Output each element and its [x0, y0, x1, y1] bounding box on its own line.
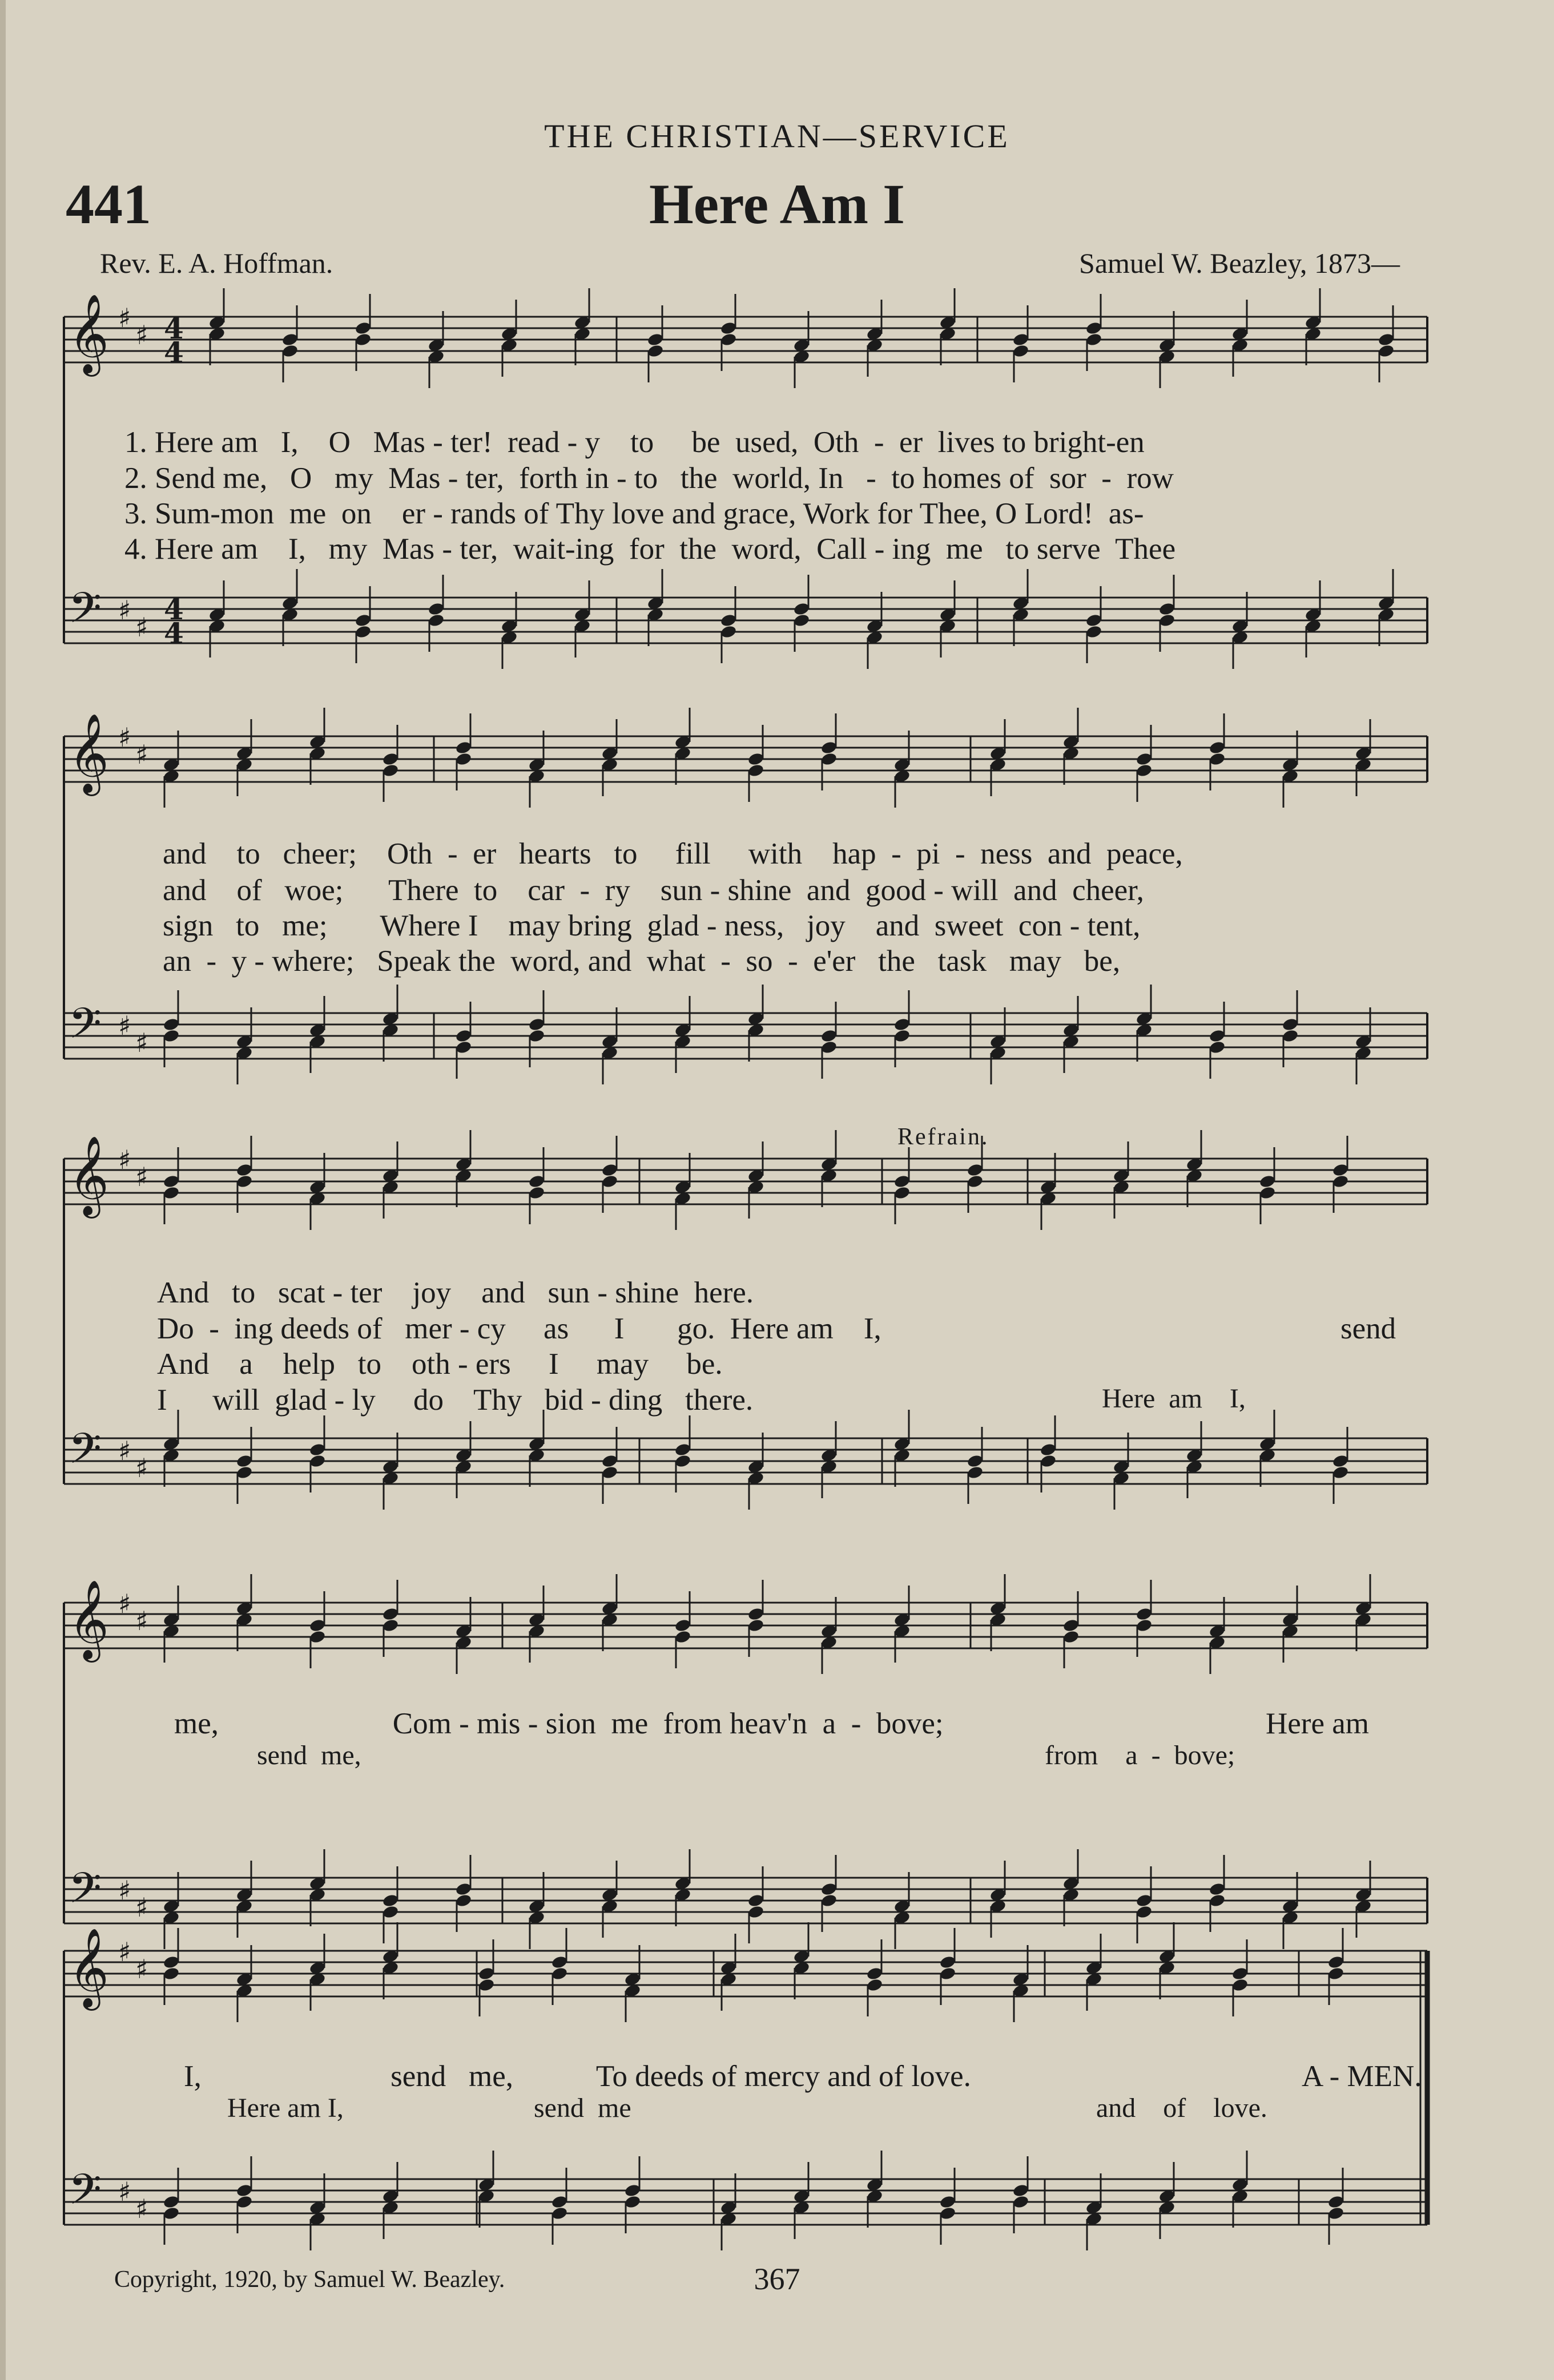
lyric-line-v2-s1: 2. Send me, O my Mas - ter, forth in - to the world, In - to homes of sor - row [124, 462, 1174, 495]
composer-credit: Samuel W. Beazley, 1873— [1079, 247, 1400, 279]
sharp-icon: ♯ [135, 2193, 148, 2224]
lyric-bass-here-am-i: Here am I, [1102, 1383, 1246, 1414]
lyricist-credit: Rev. E. A. Hoffman. [100, 247, 333, 279]
sharp-icon: ♯ [118, 1010, 131, 1041]
lyric-line-v1-s1: 1. Here am I, O Mas - ter! read - y to be used, Oth - er lives to bright-en [124, 426, 1145, 459]
sharp-icon: ♯ [135, 1027, 148, 1058]
lyric-refrain-lower-right-s5: and of love. [1096, 2093, 1267, 2123]
lyric-line-v4-s1: 4. Here am I, my Mas - ter, wait-ing for the word, Call - ing me to serve Thee [124, 533, 1176, 566]
sharp-icon: ♯ [135, 612, 148, 643]
time-signature-bottom: 4 [164, 336, 184, 369]
sharp-icon: ♯ [118, 595, 131, 626]
sharp-icon: ♯ [135, 1606, 148, 1636]
lyric-refrain-upper-s5: I, send me, To deeds of mercy and of love. [184, 2060, 971, 2093]
treble-clef: 𝄞 [69, 1928, 109, 2007]
sharp-icon: ♯ [118, 1937, 131, 1967]
treble-clef: 𝄞 [69, 1580, 109, 1659]
bass-clef: 𝄢 [69, 999, 102, 1059]
hymn-number: 441 [66, 172, 151, 236]
lyric-alto-send: send [1340, 1312, 1396, 1345]
lyric-line-v2-s2: and of woe; There to car - ry sun - shine and good - will and cheer, [163, 874, 1144, 907]
lyric-line-v3-s3: And a help to oth - ers I may be. [157, 1348, 723, 1381]
sharp-icon: ♯ [135, 320, 148, 350]
bass-clef: 𝄢 [69, 1863, 102, 1923]
bass-clef: 𝄢 [69, 583, 102, 643]
treble-clef: 𝄞 [69, 294, 109, 373]
lyric-refrain-lower-mid-s5: send me [534, 2093, 631, 2123]
lyric-line-v1-s3: And to scat - ter joy and sun - shine here. [157, 1276, 754, 1309]
lyric-amen: A - MEN. [1302, 2060, 1422, 2093]
lyric-refrain-upper-s4: me, Com - mis - sion me from heav'n a - bove; [174, 1707, 944, 1740]
sharp-icon: ♯ [135, 739, 148, 770]
sharp-icon: ♯ [118, 1875, 131, 1906]
treble-clef: 𝄞 [69, 1136, 109, 1215]
lyric-line-v4-s2: an - y - where; Speak the word, and what - so - e'er the task may be, [163, 945, 1121, 978]
sharp-icon: ♯ [135, 1954, 148, 1984]
section-header: THE CHRISTIAN—SERVICE [544, 118, 1010, 155]
lyric-refrain-lower-right-s4: from a - bove; [1045, 1740, 1235, 1770]
sharp-icon: ♯ [118, 1588, 131, 1619]
refrain-label: Refrain. [897, 1124, 989, 1150]
sharp-icon: ♯ [118, 2176, 131, 2207]
time-signature-top: 4 [164, 312, 184, 345]
sharp-icon: ♯ [135, 1892, 148, 1923]
hymn-title: Here Am I [649, 172, 905, 236]
lyric-refrain-here-am: Here am [1266, 1707, 1369, 1740]
lyric-refrain-lower-left-s4: send me, [257, 1740, 361, 1770]
lyric-line-v4-s3: I will glad - ly do Thy bid - ding there. [157, 1383, 754, 1417]
bass-clef: 𝄢 [69, 1424, 102, 1484]
sharp-icon: ♯ [118, 1435, 131, 1466]
time-signature-bottom: 4 [164, 616, 184, 650]
lyric-refrain-lower-left-s5: Here am I, [227, 2093, 344, 2123]
sharp-icon: ♯ [118, 302, 131, 333]
copyright-notice: Copyright, 1920, by Samuel W. Beazley. [114, 2266, 505, 2293]
sharp-icon: ♯ [118, 1144, 131, 1175]
lyric-line-v3-s2: sign to me; Where I may bring glad - ness, joy and sweet con - tent, [163, 909, 1141, 942]
sharp-icon: ♯ [135, 1161, 148, 1192]
page-number: 367 [754, 2262, 800, 2296]
lyric-line-v3-s1: 3. Sum-mon me on er - rands of Thy love and grace, Work for Thee, O Lord! as- [124, 497, 1144, 530]
sharp-icon: ♯ [118, 722, 131, 753]
lyric-line-v1-s2: and to cheer; Oth - er hearts to fill with hap - pi - ness and peace, [163, 837, 1183, 870]
lyric-line-v2-s3: Do - ing deeds of mer - cy as I go. Here am I, [157, 1312, 881, 1345]
time-signature-top: 4 [164, 592, 184, 626]
bass-clef: 𝄢 [69, 2165, 102, 2225]
treble-clef: 𝄞 [69, 713, 109, 793]
sharp-icon: ♯ [135, 1453, 148, 1483]
